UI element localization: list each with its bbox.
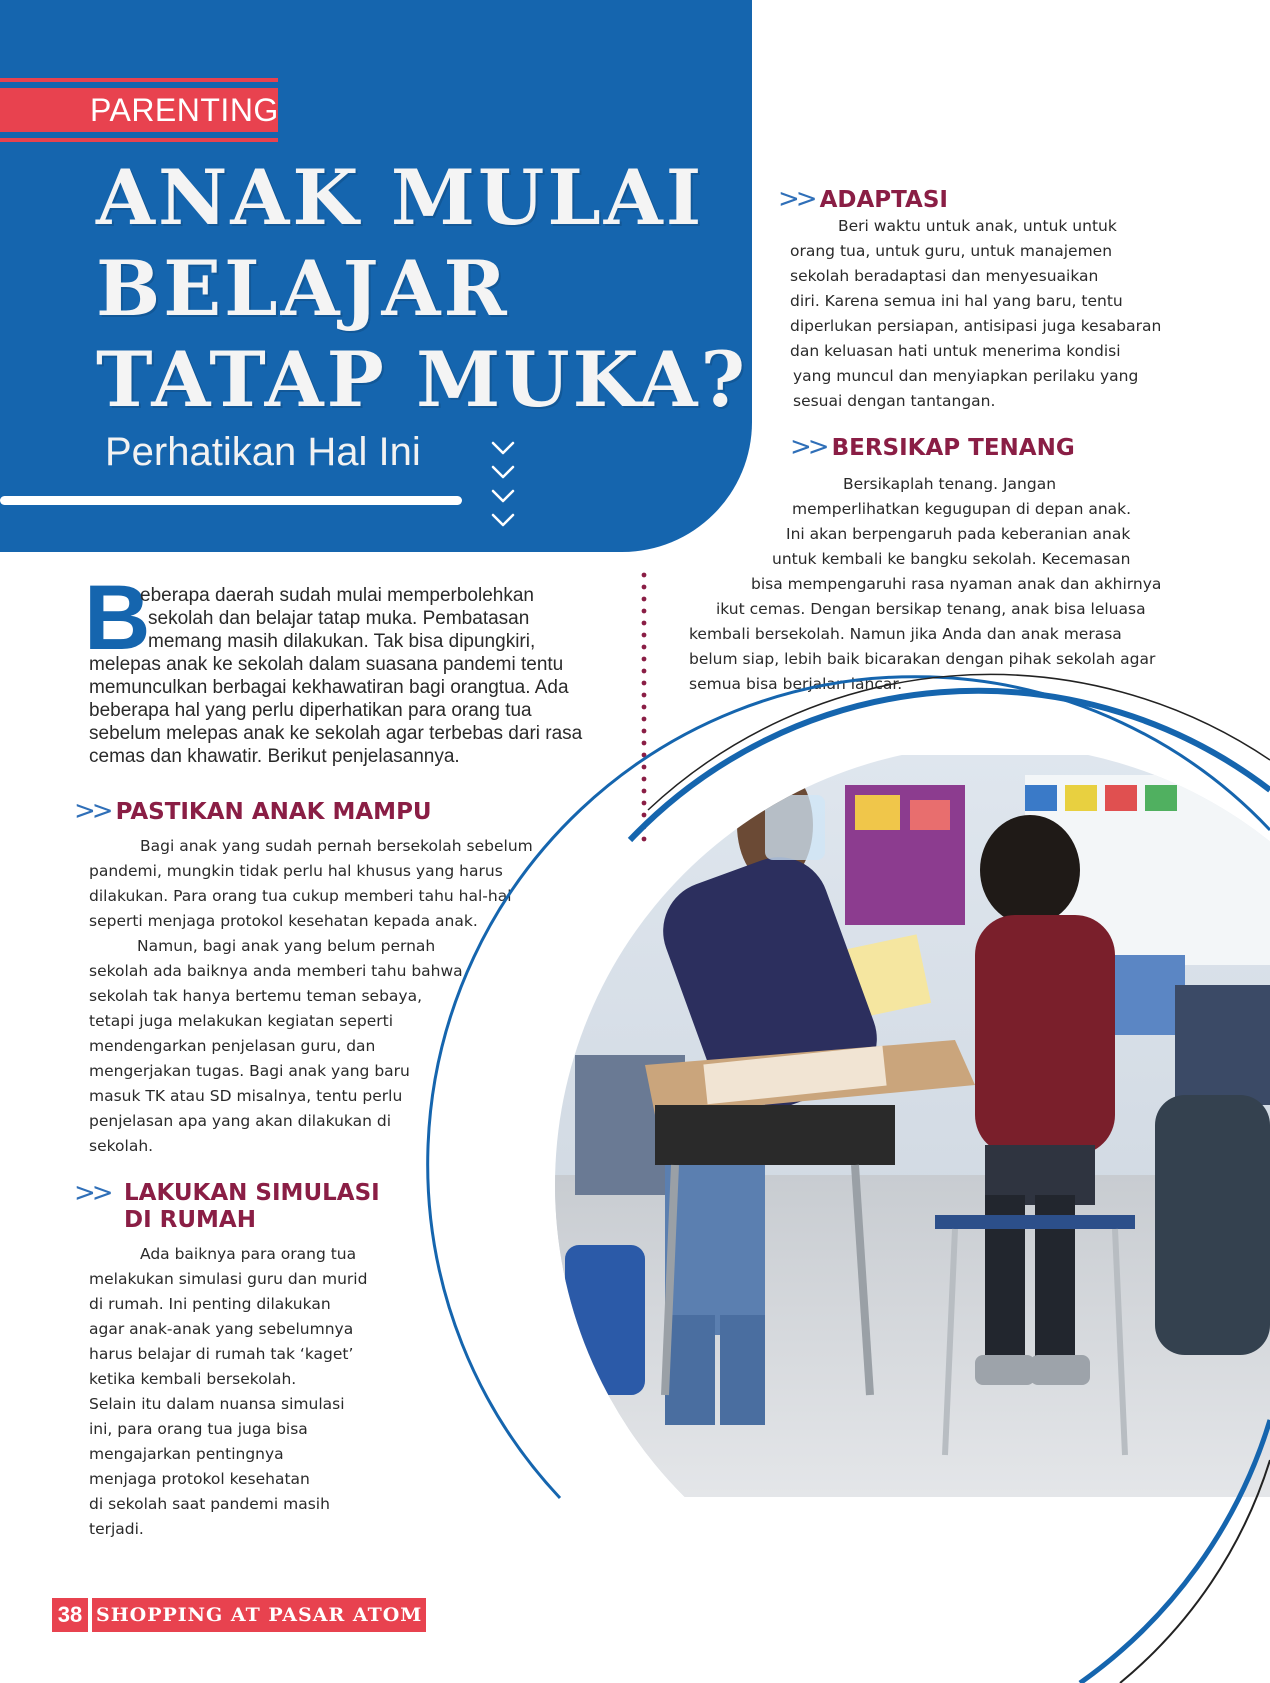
text-line: sekolah beradaptasi dan menyesuaikan <box>790 267 1099 285</box>
text-line: Namun, bagi anak yang belum pernah <box>137 937 436 955</box>
double-chevron-right-icon: >> <box>74 1178 110 1208</box>
text-line: untuk kembali ke bangku sekolah. Kecemasan <box>772 550 1131 568</box>
text-line: ikut cemas. Dengan bersikap tenang, anak bisa leluasa <box>716 600 1146 618</box>
text-line: menjaga protokol kesehatan <box>89 1470 310 1488</box>
heading-text: BERSIKAP TENANG <box>831 435 1075 461</box>
title-line: BELAJAR <box>96 244 510 333</box>
text-line: melakukan simulasi guru dan murid <box>89 1270 368 1288</box>
text-line: semua bisa berjalan lancar. <box>689 675 903 693</box>
text-line: sekolah tak hanya bertemu teman sebaya, <box>89 987 423 1005</box>
text-line: seperti menjaga protokol kesehatan kepada anak. <box>89 912 478 930</box>
heading-text: PASTIKAN ANAK MAMPU <box>115 799 432 825</box>
text-line: bisa mempengaruhi rasa nyaman anak dan akhirnya <box>751 575 1162 593</box>
text-line: orang tua, untuk guru, untuk manajemen <box>790 242 1113 260</box>
text-line: pandemi, mungkin tidak perlu hal khusus yang harus <box>89 862 503 880</box>
title-line: ANAK MULAI <box>96 153 705 242</box>
section-simulasi <box>74 1180 380 1234</box>
text-line: yang muncul dan menyiapkan perilaku yang <box>793 367 1139 385</box>
text-line: cemas dan khawatir. Berikut penjelasannya. <box>89 746 460 767</box>
title-line: TATAP MUKA? <box>96 335 749 424</box>
text-line: Ada baiknya para orang tua <box>140 1245 357 1263</box>
section-heading <box>778 184 948 214</box>
text-line: Ini akan berpengaruh pada keberanian anak <box>786 525 1131 543</box>
double-chevron-right-icon: >> <box>790 432 826 462</box>
heading-text: ADAPTASI <box>819 187 948 213</box>
text-line: diperlukan persiapan, antisipasi juga kesabaran <box>790 317 1162 335</box>
subtitle-rule <box>0 496 462 505</box>
text-line: beberapa hal yang perlu diperhatikan para orang tua <box>89 700 532 721</box>
text-line: Selain itu dalam nuansa simulasi <box>89 1395 345 1413</box>
article-subtitle: Perhatikan Hal Ini <box>105 430 421 474</box>
text-line: tetapi juga melakukan kegiatan seperti <box>89 1012 394 1030</box>
double-chevron-right-icon: >> <box>74 796 110 826</box>
double-chevron-right-icon: >> <box>778 184 814 214</box>
rubric-rule-bottom <box>0 138 278 142</box>
text-line: terjadi. <box>89 1520 144 1538</box>
text-line: dan keluasan hati untuk menerima kondisi <box>790 342 1121 360</box>
chevron-down-icon <box>490 440 516 530</box>
text-line: memunculkan berbagai kekhawatiran bagi orangtua. Ada <box>89 677 569 698</box>
text-line: agar anak-anak yang sebelumnya <box>89 1320 354 1338</box>
article-title <box>96 152 749 425</box>
section-heading <box>74 1180 380 1234</box>
section-adaptasi <box>778 184 948 214</box>
text-line: dilakukan. Para orang tua cukup memberi tahu hal-hal <box>89 887 512 905</box>
text-line: harus belajar di rumah tak ‘kaget’ <box>89 1345 354 1363</box>
text-line: memang masih dilakukan. Tak bisa dipungkiri, <box>148 631 536 652</box>
text-line: ketika kembali bersekolah. <box>89 1370 297 1388</box>
text-line: ini, para orang tua juga bisa <box>89 1420 308 1438</box>
text-line: Bersikaplah tenang. Jangan <box>843 475 1057 493</box>
section-mampu <box>74 796 432 826</box>
section-heading <box>790 432 1075 462</box>
text-line: eberapa daerah sudah mulai memperbolehkan <box>140 585 534 606</box>
text-line: Beri waktu untuk anak, untuk untuk <box>838 217 1117 235</box>
section-tenang <box>790 432 1075 462</box>
text-line: sebelum melepas anak ke sekolah agar terbebas dari rasa <box>89 723 583 744</box>
text-line: sekolah dan belajar tatap muka. Pembatasan <box>148 608 530 629</box>
text-line: sekolah ada baiknya anda memberi tahu bahwa <box>89 962 463 980</box>
text-line: masuk TK atau SD misalnya, tentu perlu <box>89 1087 403 1105</box>
magazine-name: SHOPPING AT PASAR ATOM <box>96 1604 423 1626</box>
rubric-label <box>0 78 278 146</box>
text-line: belum siap, lebih baik bicarakan dengan pihak sekolah agar <box>689 650 1156 668</box>
text-line: sekolah. <box>89 1137 154 1155</box>
text-line: mendengarkan penjelasan guru, dan <box>89 1037 376 1055</box>
text-line: memperlihatkan kegugupan di depan anak. <box>792 500 1132 518</box>
classroom-photo <box>555 755 1270 1497</box>
text-line: diri. Karena semua ini hal yang baru, tentu <box>790 292 1123 310</box>
text-line: mengerjakan tugas. Bagi anak yang baru <box>89 1062 410 1080</box>
heading-text: DI RUMAH <box>124 1207 256 1233</box>
page-number: 38 <box>52 1598 88 1632</box>
rubric-rule-top <box>0 78 278 82</box>
text-line: Bagi anak yang sudah pernah bersekolah sebelum <box>140 837 533 855</box>
text-line: di rumah. Ini penting dilakukan <box>89 1295 331 1313</box>
text-line: sesuai dengan tantangan. <box>793 392 996 410</box>
rubric-text: PARENTING <box>90 92 279 128</box>
heading-text: LAKUKAN SIMULASI <box>124 1180 380 1206</box>
drop-cap: B <box>84 567 151 669</box>
text-line: mengajarkan pentingnya <box>89 1445 284 1463</box>
text-line: di sekolah saat pandemi masih <box>89 1495 330 1513</box>
section-heading <box>74 796 432 826</box>
text-line: penjelasan apa yang akan dilakukan di <box>89 1112 392 1130</box>
text-line: kembali bersekolah. Namun jika Anda dan anak merasa <box>689 625 1122 643</box>
text-line: melepas anak ke sekolah dalam suasana pandemi tentu <box>89 654 564 675</box>
